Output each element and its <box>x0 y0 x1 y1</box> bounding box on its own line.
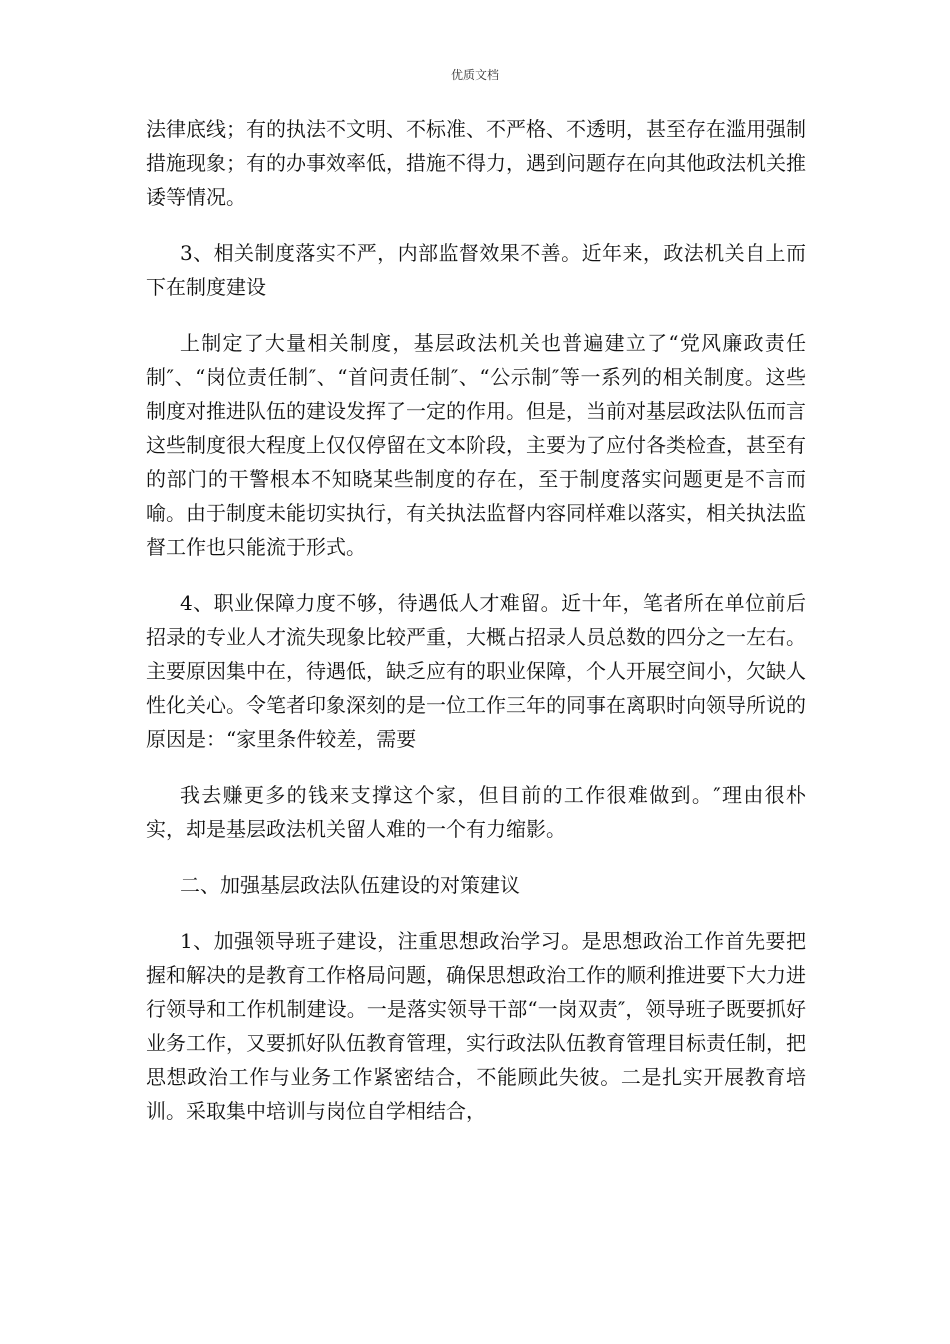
paragraph-6: 1、加强领导班子建设，注重思想政治学习。是思想政治工作首先要把握和解决的是教育工作格局问题，确保思想政治工作的顺利推进要下大力进行领导和工作机制建设。一是落实领导干部“一岗双责″，领导班子既要抓好业务工作，又要抓好队伍教育管理，实行政法队伍教育管理目标责任制，把思想政治工作与业务工作紧密结合，不能顾此失彼。二是扎实开展教育培训。采取集中培训与岗位自学相结合， <box>146 929 806 1123</box>
paragraph-1: 法律底线；有的执法不文明、不标准、不严格、不透明，甚至存在滥用强制措施现象；有的办事效率低，措施不得力，遇到问题存在向其他政法机关推诿等情况。 <box>146 117 806 209</box>
paragraph-3: 上制定了大量相关制度，基层政法机关也普遍建立了“党风廉政责任制″、“岗位责任制″、“首问责任制″、“公示制″等一系列的相关制度。这些制度对推进队伍的建设发挥了一定的作用。但是，当前对基层政法队伍而言这些制度很大程度上仅仅停留在文本阶段，主要为了应付各类检查，甚至有的部门的干警根本不知晓某些制度的存在，至于制度落实问题更是不言而喻。由于制度未能切实执行，有关执法监督内容同样难以落实，相关执法监督工作也只能流于形式。 <box>146 331 806 559</box>
paragraph-4: 4、职业保障力度不够，待遇低人才难留。近十年，笔者所在单位前后招录的专业人才流失现象比较严重，大概占招录人员总数的四分之一左右。主要原因集中在，待遇低，缺乏应有的职业保障，个人开展空间小，欠缺人性化关心。令笔者印象深刻的是一位工作三年的同事在离职时向领导所说的原因是：“家里条件较差，需要 <box>146 591 806 751</box>
page-header: 优质文档 <box>450 68 499 82</box>
document-body <box>146 112 806 1128</box>
paragraph-2: 3、相关制度落实不严，内部监督效果不善。近年来，政法机关自上而下在制度建设 <box>146 241 806 299</box>
paragraph-5: 我去赚更多的钱来支撑这个家，但目前的工作很难做到。″理由很朴实，却是基层政法机关留人难的一个有力缩影。 <box>146 783 806 841</box>
section-heading: 二、加强基层政法队伍建设的对策建议 <box>180 873 520 897</box>
